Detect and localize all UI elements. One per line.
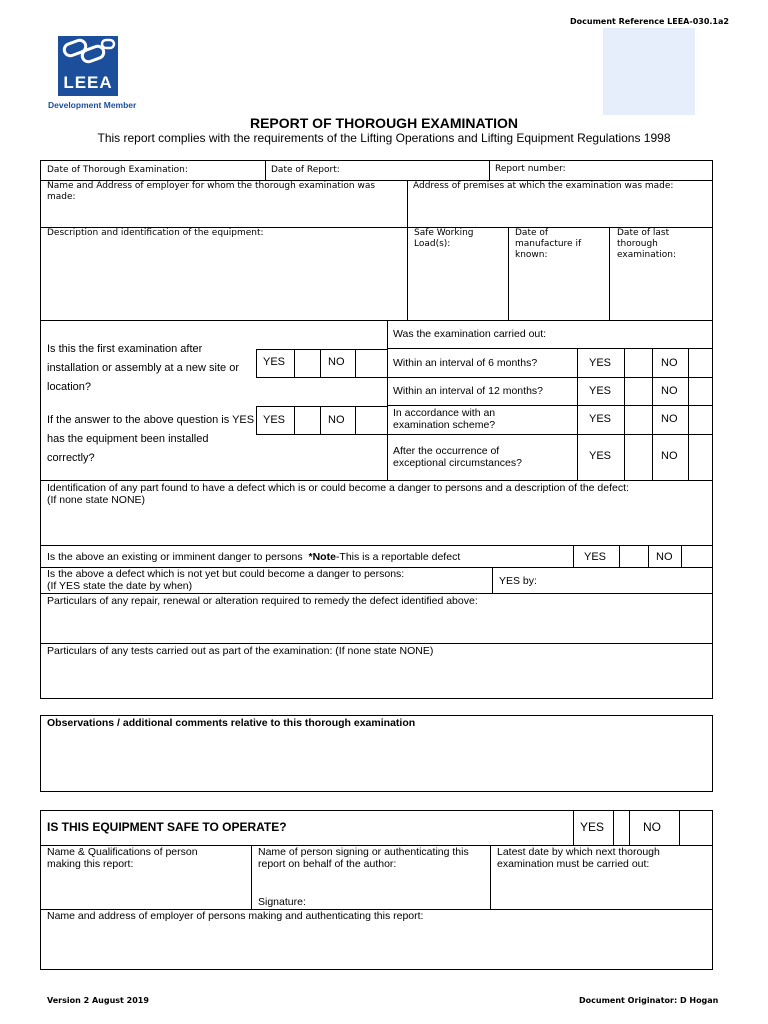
safe-no[interactable]: NO bbox=[643, 820, 661, 834]
future-danger-question: Is the above a defect which is not yet but could become a danger to persons: bbox=[47, 568, 405, 580]
defect-identification-label: Identification of any part found to have a defect which is or could become a danger to persons and a description of the defect: bbox=[47, 482, 629, 494]
equipment-description-label: Description and identification of the equipment: bbox=[47, 228, 264, 238]
examination-scheme-label: In accordance with an examination scheme? bbox=[393, 407, 496, 431]
logo-subtitle: Development Member bbox=[48, 100, 137, 110]
note-label: *Note bbox=[308, 551, 336, 563]
interval-12-no[interactable]: NO bbox=[661, 385, 678, 397]
repair-particulars-label: Particulars of any repair, renewal or alteration required to remedy the defect identified above: bbox=[47, 595, 478, 607]
carried-out-question: Was the examination carried out: bbox=[393, 328, 547, 340]
exceptional-no[interactable]: NO bbox=[661, 450, 678, 462]
report-number-label: Report number: bbox=[495, 164, 566, 174]
signing-person-label: Name of person signing or authenticating this report on behalf of the author: bbox=[258, 846, 469, 870]
scheme-no[interactable]: NO bbox=[661, 413, 678, 425]
note-text: -This is a reportable defect bbox=[335, 551, 461, 563]
first-exam-no[interactable]: NO bbox=[328, 356, 345, 368]
name-qualifications-label: Name & Qualifications of person making this report: bbox=[47, 846, 198, 870]
date-of-last-examination-label: Date of last thorough examination: bbox=[617, 228, 676, 260]
interval-6-yes[interactable]: YES bbox=[589, 357, 612, 369]
next-examination-date-label: Latest date by which next thorough examination must be carried out: bbox=[497, 846, 660, 870]
date-of-manufacture-label: Date of manufacture if known: bbox=[515, 228, 582, 260]
safe-to-operate-question: IS THIS EQUIPMENT SAFE TO OPERATE? bbox=[47, 820, 287, 834]
signature-label: Signature: bbox=[258, 896, 306, 908]
imminent-danger-text: Is the above an existing or imminent danger to persons bbox=[47, 551, 303, 563]
originator-footer: Document Originator: D Hogan bbox=[579, 996, 719, 1005]
safe-working-load-label: Safe Working Load(s): bbox=[414, 228, 474, 249]
exceptional-circumstances-label: After the occurrence of exceptional circumstances? bbox=[393, 445, 522, 469]
first-examination-question: Is this the first examination after installation or assembly at a new site or location? bbox=[47, 343, 239, 393]
page-subtitle: This report complies with the requirements of the Lifting Operations and Lifting Equipment Regulations 1998 bbox=[97, 131, 671, 145]
page-title: REPORT OF THOROUGH EXAMINATION bbox=[249, 115, 519, 131]
date-of-report-label: Date of Report: bbox=[271, 165, 340, 175]
document-reference: Document Reference LEEA-030.1a2 bbox=[570, 17, 729, 26]
interval-12-months-label: Within an interval of 12 months? bbox=[393, 385, 543, 397]
exceptional-yes[interactable]: YES bbox=[589, 450, 612, 462]
danger-yes[interactable]: YES bbox=[584, 551, 607, 563]
scheme-yes[interactable]: YES bbox=[589, 413, 612, 425]
tests-particulars-label: Particulars of any tests carried out as part of the examination: (If none state NONE) bbox=[47, 645, 434, 657]
interval-6-months-label: Within an interval of 6 months? bbox=[393, 357, 538, 369]
version-footer: Version 2 August 2019 bbox=[47, 996, 149, 1005]
installed-yes[interactable]: YES bbox=[263, 414, 286, 426]
employer-label: Name and Address of employer for whom the thorough examination was made: bbox=[47, 181, 376, 202]
premises-label: Address of premises at which the examination was made: bbox=[413, 181, 674, 191]
employer-of-persons-label: Name and address of employer of persons making and authenticating this report: bbox=[47, 910, 424, 922]
imminent-danger-question bbox=[47, 551, 460, 563]
chain-link-icon bbox=[58, 36, 118, 72]
installed-correctly-question: If the answer to the above question is YES has the equipment been installed correctly? bbox=[47, 414, 255, 464]
safe-yes[interactable]: YES bbox=[580, 820, 605, 834]
photo-placeholder bbox=[603, 28, 695, 115]
observations-label: Observations / additional comments relative to this thorough examination bbox=[47, 717, 416, 729]
leea-logo bbox=[58, 36, 118, 96]
interval-12-yes[interactable]: YES bbox=[589, 385, 612, 397]
future-danger-date-note: (If YES state the date by when) bbox=[47, 580, 193, 592]
danger-no[interactable]: NO bbox=[656, 551, 673, 563]
yes-by-label: YES by: bbox=[499, 575, 537, 587]
defect-none-note: (If none state NONE) bbox=[47, 494, 146, 506]
date-of-examination-label: Date of Thorough Examination: bbox=[47, 165, 188, 175]
logo-text: LEEA bbox=[63, 73, 113, 92]
first-exam-yes[interactable]: YES bbox=[263, 356, 286, 368]
installed-no[interactable]: NO bbox=[328, 414, 345, 426]
interval-6-no[interactable]: NO bbox=[661, 357, 678, 369]
